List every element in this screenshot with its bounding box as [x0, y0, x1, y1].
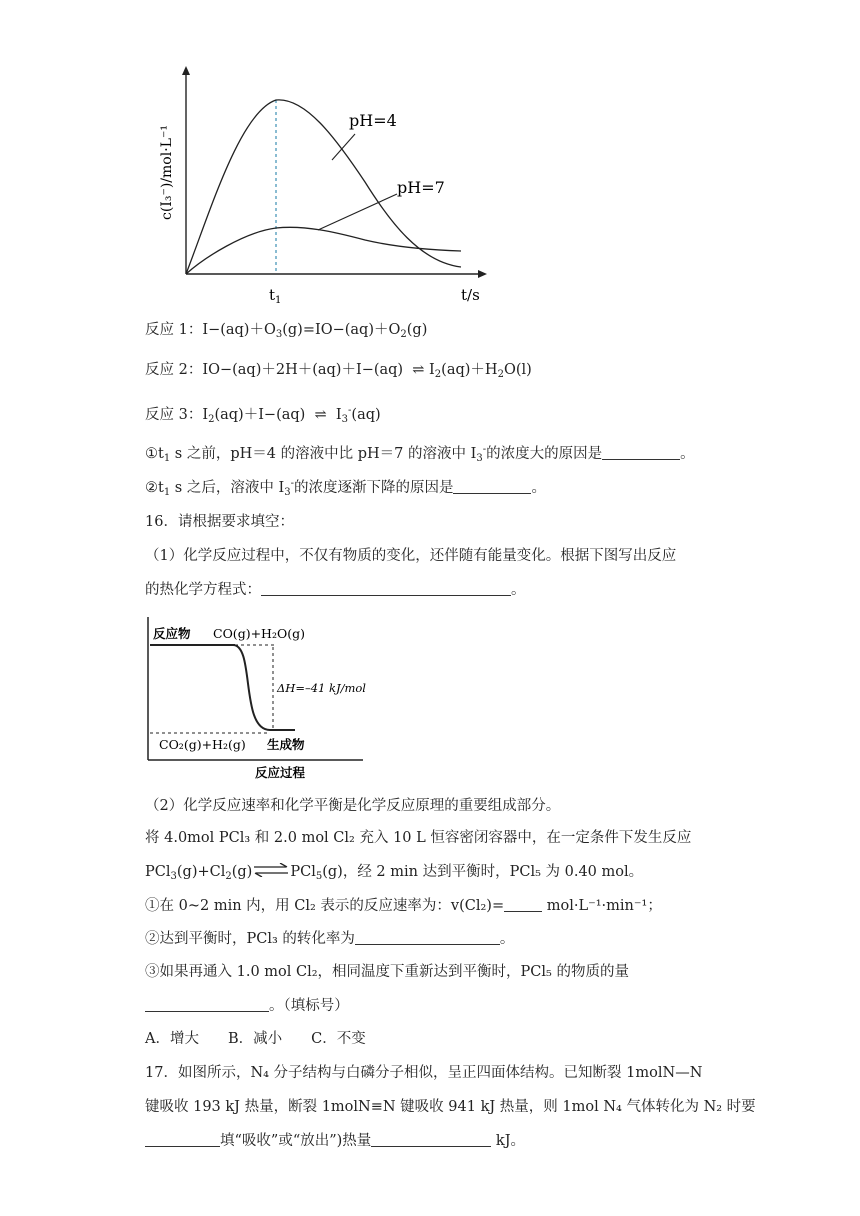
answer-blank[interactable] [145, 997, 269, 1012]
delta-h-label: ΔH=–41 kJ/mol [277, 681, 366, 695]
answer-blank[interactable] [453, 479, 531, 494]
concentration-time-graph [145, 62, 505, 312]
reaction-3: 反应 3：$I_2(aq)+I-(aq)$ ⇌ $I_3^-(aq)$ [145, 405, 381, 425]
q16-part2-line1: （2）化学反应速率和化学平衡是化学反应原理的重要组成部分。 [145, 798, 561, 814]
product-label: 生成物 [267, 737, 305, 752]
label-ph4: pH=4 [349, 111, 397, 130]
process-label: 反应过程 [255, 765, 306, 780]
q17-line1: 17．如图所示，N₄ 分子结构与白磷分子相似，呈正四面体结构。已知断裂 1molN—N [145, 1065, 703, 1081]
equilibrium-arrow-icon [252, 863, 290, 877]
q16-options: A．增大 B．减小 C．不变 [145, 1031, 366, 1047]
label-ph7: pH=7 [397, 178, 445, 197]
q17-line3: 填“吸收”或“放出”)热量 kJ。 [145, 1131, 525, 1151]
x-axis-label: t/s [461, 286, 480, 304]
energy-diagram [145, 612, 367, 782]
q16-s1: ①在 0~2 min 内，用 Cl₂ 表示的反应速率为：v(Cl₂)= mol·L⁻¹·min⁻¹； [145, 898, 662, 914]
reaction-1: 反应 1：$I-(aq)+O_3(g)=IO-(aq)+O_2(g)$ [145, 322, 428, 340]
curve-ph7 [186, 227, 461, 274]
answer-blank[interactable] [355, 930, 500, 945]
q15-subquestion-2: $②t_1$ s 之后，溶液中 $I_3^-$的浓度逐渐下降的原因是 。 [145, 478, 546, 498]
q17-line2: 键吸收 193 kJ 热量，断裂 1molN≡N 键吸收 941 kJ 热量，则 1mol N₄ 气体转化为 N₂ 时要 [145, 1099, 756, 1115]
reactant-formula: CO(g)+H₂O(g) [213, 626, 305, 641]
q15-subquestion-1: $①t_1$ s 之前，pH＝4 的溶液中比 pH＝7 的溶液中 $I_3^-$的浓度大的原因是 。 [145, 444, 695, 464]
y-axis-label: c(I₃⁻)/mol·L⁻¹ [159, 125, 175, 220]
answer-blank[interactable] [602, 445, 680, 460]
answer-blank[interactable] [145, 1132, 220, 1147]
q16-part1-line2: 的热化学方程式： 。 [145, 582, 526, 598]
reaction-2: 反应 2：IO−(aq)＋2H＋(aq)＋I−(aq) ⇌ $I_2(aq)+H_2O(l)$ [145, 362, 532, 380]
q16-s2: ②达到平衡时，PCl₃ 的转化率为 。 [145, 931, 515, 947]
answer-blank[interactable] [371, 1132, 491, 1147]
answer-blank[interactable] [504, 897, 542, 912]
xtick-t1: $t_1$ [269, 286, 282, 306]
q16-part2-line2: 将 4.0mol PCl₃ 和 2.0 mol Cl₂ 充入 10 L 恒容密闭容器中，在一定条件下发生反应 [145, 830, 692, 846]
q16-s3: ③如果再通入 1.0 mol Cl₂，相同温度下重新达到平衡时，PCl₅ 的物质的量 [145, 964, 629, 980]
answer-blank[interactable] [261, 581, 511, 596]
q16-s3-blank-line: 。（填标号） [145, 996, 349, 1016]
reactant-label: 反应物 [153, 626, 191, 641]
q16-title: 16．请根据要求填空： [145, 514, 294, 530]
q16-part1-line1: （1）化学反应过程中，不仅有物质的变化，还伴随有能量变化。根据下图写出反应 [145, 548, 677, 564]
product-formula: CO₂(g)+H₂(g) [159, 737, 246, 752]
q16-part2-line3: $PCl_3(g)+Cl_2(g)$ PCl$_5$(g)，经 2 min 达到平衡时，PCl₅ 为 0.40 mol。 [145, 864, 644, 882]
